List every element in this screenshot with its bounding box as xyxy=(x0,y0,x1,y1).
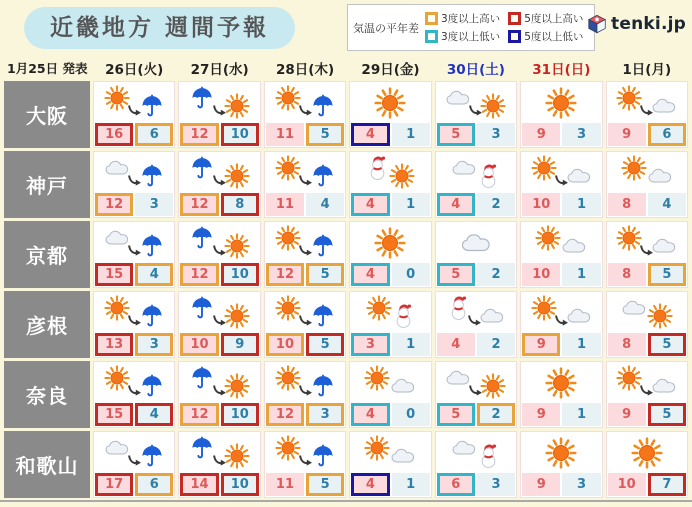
high-temp: 9 xyxy=(608,123,646,146)
temps-row xyxy=(179,473,259,497)
high-temp: 15 xyxy=(95,263,133,286)
temps-row xyxy=(607,403,687,427)
low-temp: 4 xyxy=(135,403,173,426)
legend-item-label: 3度以上高い xyxy=(441,13,501,25)
high-temp: 4 xyxy=(351,193,389,216)
umbrella-icon xyxy=(310,93,336,119)
weather-icons xyxy=(265,292,345,333)
high-temp: 12 xyxy=(266,263,304,286)
cloud-icon xyxy=(460,231,492,254)
temps-row xyxy=(179,263,259,287)
high-temp: 9 xyxy=(522,473,560,496)
high-temp: 6 xyxy=(437,473,475,496)
city-label: 神戸 xyxy=(4,151,90,218)
forecast-cell xyxy=(178,431,260,498)
high-temp: 10 xyxy=(522,193,560,216)
tenki-jp-logo[interactable] xyxy=(586,13,686,35)
temps-row xyxy=(607,263,687,287)
date-column-header: 30日(土) xyxy=(446,62,505,78)
high-temp: 3 xyxy=(351,333,389,356)
umbrella-icon xyxy=(310,443,336,469)
high-temp: 14 xyxy=(180,473,218,496)
high-temp: 12 xyxy=(266,403,304,426)
weather-icons xyxy=(436,362,516,403)
weather-icons xyxy=(265,432,345,473)
high-temp: 11 xyxy=(266,193,304,216)
legend-item xyxy=(508,29,583,44)
low-temp: 3 xyxy=(477,123,515,146)
temps-row xyxy=(521,473,601,497)
legend-navy-swatch-icon xyxy=(508,30,521,43)
city-label: 彦根 xyxy=(4,291,90,358)
weather-icons xyxy=(265,362,345,403)
low-temp: 5 xyxy=(306,123,344,146)
high-temp: 4 xyxy=(437,193,475,216)
legend-cyan-swatch-icon xyxy=(425,30,438,43)
forecast-cell xyxy=(349,291,431,358)
high-temp: 4 xyxy=(351,473,389,496)
low-temp: 2 xyxy=(477,263,515,286)
date-column-header: 29日(金) xyxy=(361,62,420,78)
temps-row xyxy=(179,333,259,357)
weather-icons xyxy=(607,152,687,193)
forecast-cell xyxy=(93,221,175,288)
forecast-cell xyxy=(435,81,517,148)
forecast-cell xyxy=(520,81,602,148)
date-column-header: 28日(木) xyxy=(275,62,335,78)
temps-row xyxy=(436,263,516,287)
temps-row xyxy=(521,403,601,427)
forecast-cell xyxy=(606,291,688,358)
weather-icons xyxy=(350,152,430,193)
weather-icons xyxy=(350,82,430,123)
forecast-cell xyxy=(435,431,517,498)
legend-item xyxy=(425,29,500,44)
forecast-cell xyxy=(606,361,688,428)
umbrella-icon xyxy=(310,373,336,399)
high-temp: 9 xyxy=(608,403,646,426)
high-temp: 4 xyxy=(351,123,389,146)
forecast-cell xyxy=(264,151,346,218)
low-temp: 3 xyxy=(135,333,173,356)
temps-row xyxy=(350,403,430,427)
umbrella-icon xyxy=(139,303,165,329)
weather-icons xyxy=(94,152,174,193)
low-temp: 7 xyxy=(648,473,686,496)
weather-icons xyxy=(94,432,174,473)
high-temp: 8 xyxy=(608,263,646,286)
weather-icons xyxy=(436,292,516,333)
low-temp: 10 xyxy=(221,263,259,286)
temps-row xyxy=(179,403,259,427)
high-temp: 10 xyxy=(608,473,646,496)
low-temp: 3 xyxy=(135,193,173,216)
sun-icon xyxy=(545,437,577,469)
weather-icons xyxy=(179,82,259,123)
low-temp: 3 xyxy=(562,123,600,146)
temps-row xyxy=(607,123,687,147)
low-temp: 2 xyxy=(477,333,515,356)
sun-icon xyxy=(224,303,250,329)
high-temp: 11 xyxy=(266,473,304,496)
umbrella-icon xyxy=(139,163,165,189)
weather-icons xyxy=(265,82,345,123)
weather-icons xyxy=(436,222,516,263)
forecast-cell xyxy=(520,151,602,218)
forecast-cell xyxy=(435,151,517,218)
legend-item-label: 5度以上高い xyxy=(524,13,584,25)
legend xyxy=(347,4,595,51)
sun-icon xyxy=(224,93,250,119)
cloud-icon xyxy=(566,306,592,325)
forecast-cell xyxy=(349,431,431,498)
logo-text: tenki.jp xyxy=(611,14,686,34)
cloud-icon xyxy=(566,166,592,185)
weather-icons xyxy=(607,222,687,263)
low-temp: 10 xyxy=(221,403,259,426)
forecast-cell xyxy=(93,291,175,358)
legend-items xyxy=(425,11,583,44)
umbrella-icon xyxy=(139,233,165,259)
high-temp: 9 xyxy=(522,123,560,146)
low-temp: 3 xyxy=(562,473,600,496)
sun-icon xyxy=(224,373,250,399)
temps-row xyxy=(94,333,174,357)
forecast-cell xyxy=(264,81,346,148)
date-column-header: 31日(日) xyxy=(532,62,591,78)
sun-icon xyxy=(480,93,506,119)
low-temp: 3 xyxy=(477,473,515,496)
snow-icon xyxy=(477,443,500,469)
high-temp: 10 xyxy=(522,263,560,286)
forecast-cell xyxy=(93,81,175,148)
city-label: 大阪 xyxy=(4,81,90,148)
sun-icon xyxy=(389,163,415,189)
weather-icons xyxy=(94,292,174,333)
cloud-icon xyxy=(647,166,673,185)
weather-icons xyxy=(607,362,687,403)
high-temp: 4 xyxy=(351,263,389,286)
cloud-icon xyxy=(621,298,647,317)
sun-icon xyxy=(535,225,561,251)
low-temp: 1 xyxy=(392,473,430,496)
forecast-cell xyxy=(178,81,260,148)
forecast-cell xyxy=(606,151,688,218)
forecast-cell xyxy=(606,81,688,148)
forecast-cell xyxy=(349,151,431,218)
forecast-cell xyxy=(349,361,431,428)
weather-icons xyxy=(521,292,601,333)
temps-row xyxy=(265,193,345,217)
weather-icons xyxy=(607,82,687,123)
low-temp: 5 xyxy=(648,333,686,356)
sun-icon xyxy=(224,163,250,189)
forecast-cell xyxy=(520,431,602,498)
low-temp: 0 xyxy=(392,263,430,286)
low-temp: 3 xyxy=(306,403,344,426)
temps-row xyxy=(521,263,601,287)
temps-row xyxy=(94,263,174,287)
weather-icons xyxy=(265,152,345,193)
weather-icons xyxy=(179,152,259,193)
legend-title: 気温の平年差 xyxy=(353,21,419,35)
high-temp: 15 xyxy=(95,403,133,426)
temps-row xyxy=(265,263,345,287)
weather-icons xyxy=(179,362,259,403)
umbrella-icon xyxy=(139,373,165,399)
forecast-cell xyxy=(349,81,431,148)
forecast-cell xyxy=(178,221,260,288)
temps-row xyxy=(350,473,430,497)
sun-icon xyxy=(366,295,392,321)
legend-item xyxy=(425,11,500,26)
high-temp: 8 xyxy=(608,333,646,356)
legend-item-label: 3度以上低い xyxy=(441,31,501,43)
temps-row xyxy=(350,263,430,287)
temps-row xyxy=(94,403,174,427)
temps-row xyxy=(607,333,687,357)
forecast-cell xyxy=(264,221,346,288)
sun-icon xyxy=(224,233,250,259)
temps-row xyxy=(607,473,687,497)
temps-row xyxy=(94,123,174,147)
low-temp: 4 xyxy=(648,193,686,216)
weather-icons xyxy=(436,152,516,193)
temps-row xyxy=(521,193,601,217)
temps-row xyxy=(350,193,430,217)
sun-icon xyxy=(647,303,673,329)
low-temp: 6 xyxy=(648,123,686,146)
low-temp: 0 xyxy=(392,403,430,426)
city-label: 京都 xyxy=(4,221,90,288)
high-temp: 11 xyxy=(266,123,304,146)
sun-icon xyxy=(374,87,406,119)
temps-row xyxy=(265,403,345,427)
temps-row xyxy=(94,193,174,217)
high-temp: 9 xyxy=(522,333,560,356)
cloud-icon xyxy=(651,96,677,115)
page-title: 近畿地方 週間予報 xyxy=(24,7,295,49)
issued-date: 1月25日 発表 xyxy=(7,61,88,76)
forecast-cell xyxy=(264,291,346,358)
umbrella-icon xyxy=(310,303,336,329)
temps-row xyxy=(436,333,516,357)
high-temp: 9 xyxy=(522,403,560,426)
weather-icons xyxy=(350,362,430,403)
date-column-header: 26日(火) xyxy=(105,62,164,78)
low-temp: 4 xyxy=(135,263,173,286)
weather-icons xyxy=(179,222,259,263)
sun-icon xyxy=(364,435,390,461)
low-temp: 6 xyxy=(135,123,173,146)
high-temp: 12 xyxy=(180,193,218,216)
high-temp: 17 xyxy=(95,473,133,496)
forecast-cell xyxy=(520,291,602,358)
forecast-cell xyxy=(606,221,688,288)
high-temp: 4 xyxy=(351,403,389,426)
snow-icon xyxy=(477,163,500,189)
temps-row xyxy=(265,473,345,497)
bottom-divider xyxy=(0,500,692,502)
weather-icons xyxy=(94,362,174,403)
forecast-cell xyxy=(178,291,260,358)
high-temp: 5 xyxy=(437,263,475,286)
temps-row xyxy=(265,333,345,357)
high-temp: 12 xyxy=(180,403,218,426)
forecast-cell xyxy=(606,431,688,498)
weather-icons xyxy=(607,292,687,333)
low-temp: 1 xyxy=(562,263,600,286)
weather-icons xyxy=(94,222,174,263)
weather-icons xyxy=(350,222,430,263)
legend-item-label: 5度以上低い xyxy=(524,31,584,43)
low-temp: 10 xyxy=(221,123,259,146)
high-temp: 8 xyxy=(608,193,646,216)
cloud-icon xyxy=(451,158,477,177)
low-temp: 8 xyxy=(221,193,259,216)
weather-icons xyxy=(436,82,516,123)
high-temp: 12 xyxy=(180,123,218,146)
sun-icon xyxy=(224,443,250,469)
high-temp: 5 xyxy=(437,403,475,426)
weather-icons xyxy=(436,432,516,473)
temps-row xyxy=(179,123,259,147)
low-temp: 5 xyxy=(306,333,344,356)
sun-icon xyxy=(545,87,577,119)
low-temp: 6 xyxy=(135,473,173,496)
forecast-cell xyxy=(435,221,517,288)
weather-icons xyxy=(521,222,601,263)
temps-row xyxy=(94,473,174,497)
sun-icon xyxy=(545,367,577,399)
umbrella-icon xyxy=(310,163,336,189)
low-temp: 4 xyxy=(306,193,344,216)
high-temp: 4 xyxy=(437,333,475,356)
low-temp: 1 xyxy=(562,333,600,356)
tenki-cube-icon xyxy=(586,13,608,35)
low-temp: 2 xyxy=(477,193,515,216)
sun-icon xyxy=(480,373,506,399)
cloud-icon xyxy=(390,376,416,395)
snow-icon xyxy=(366,155,389,181)
low-temp: 1 xyxy=(392,193,430,216)
sun-icon xyxy=(631,437,663,469)
temps-row xyxy=(521,333,601,357)
forecast-cell xyxy=(178,151,260,218)
low-temp: 5 xyxy=(648,403,686,426)
cloud-icon xyxy=(390,446,416,465)
cloud-icon xyxy=(479,306,505,325)
temps-row xyxy=(350,333,430,357)
weather-icons xyxy=(521,362,601,403)
forecast-cell xyxy=(93,151,175,218)
date-header-row xyxy=(0,56,692,80)
weather-icons xyxy=(179,292,259,333)
weather-icons xyxy=(265,222,345,263)
forecast-cell xyxy=(435,291,517,358)
snow-icon xyxy=(392,303,415,329)
legend-item xyxy=(508,11,583,26)
low-temp: 1 xyxy=(392,333,430,356)
forecast-cell xyxy=(349,221,431,288)
city-label: 奈良 xyxy=(4,361,90,428)
high-temp: 13 xyxy=(95,333,133,356)
forecast-cell xyxy=(520,361,602,428)
umbrella-icon xyxy=(310,233,336,259)
forecast-cell xyxy=(93,431,175,498)
temps-row xyxy=(265,123,345,147)
weather-icons xyxy=(94,82,174,123)
temps-row xyxy=(436,123,516,147)
high-temp: 12 xyxy=(180,263,218,286)
temps-row xyxy=(521,123,601,147)
sun-icon xyxy=(374,227,406,259)
umbrella-icon xyxy=(139,443,165,469)
low-temp: 5 xyxy=(306,473,344,496)
forecast-cell xyxy=(435,361,517,428)
high-temp: 5 xyxy=(437,123,475,146)
forecast-cell xyxy=(520,221,602,288)
weather-icons xyxy=(350,432,430,473)
high-temp: 12 xyxy=(95,193,133,216)
temps-row xyxy=(350,123,430,147)
forecast-cell xyxy=(178,361,260,428)
low-temp: 1 xyxy=(562,403,600,426)
weather-icons xyxy=(350,292,430,333)
temps-row xyxy=(607,193,687,217)
low-temp: 5 xyxy=(306,263,344,286)
date-column-header: 27日(水) xyxy=(190,62,249,78)
temps-row xyxy=(436,193,516,217)
forecast-cell xyxy=(93,361,175,428)
date-column-header: 1日(月) xyxy=(622,62,672,78)
cloud-icon xyxy=(451,438,477,457)
low-temp: 10 xyxy=(221,473,259,496)
weather-icons xyxy=(521,152,601,193)
weather-icons xyxy=(607,432,687,473)
legend-orange-swatch-icon xyxy=(425,12,438,25)
city-label: 和歌山 xyxy=(4,431,90,498)
weather-icons xyxy=(521,432,601,473)
sun-icon xyxy=(621,155,647,181)
low-temp: 2 xyxy=(477,403,515,426)
low-temp: 1 xyxy=(562,193,600,216)
cloud-icon xyxy=(651,376,677,395)
sun-icon xyxy=(364,365,390,391)
cloud-icon xyxy=(561,236,587,255)
temps-row xyxy=(436,473,516,497)
legend-red-swatch-icon xyxy=(508,12,521,25)
high-temp: 16 xyxy=(95,123,133,146)
low-temp: 9 xyxy=(221,333,259,356)
high-temp: 10 xyxy=(180,333,218,356)
temps-row xyxy=(179,193,259,217)
umbrella-icon xyxy=(139,93,165,119)
forecast-cell xyxy=(264,361,346,428)
weather-icons xyxy=(179,432,259,473)
low-temp: 5 xyxy=(648,263,686,286)
weather-icons xyxy=(521,82,601,123)
low-temp: 1 xyxy=(392,123,430,146)
forecast-table xyxy=(0,81,692,498)
temps-row xyxy=(436,403,516,427)
cloud-icon xyxy=(651,236,677,255)
high-temp: 10 xyxy=(266,333,304,356)
forecast-cell xyxy=(264,431,346,498)
